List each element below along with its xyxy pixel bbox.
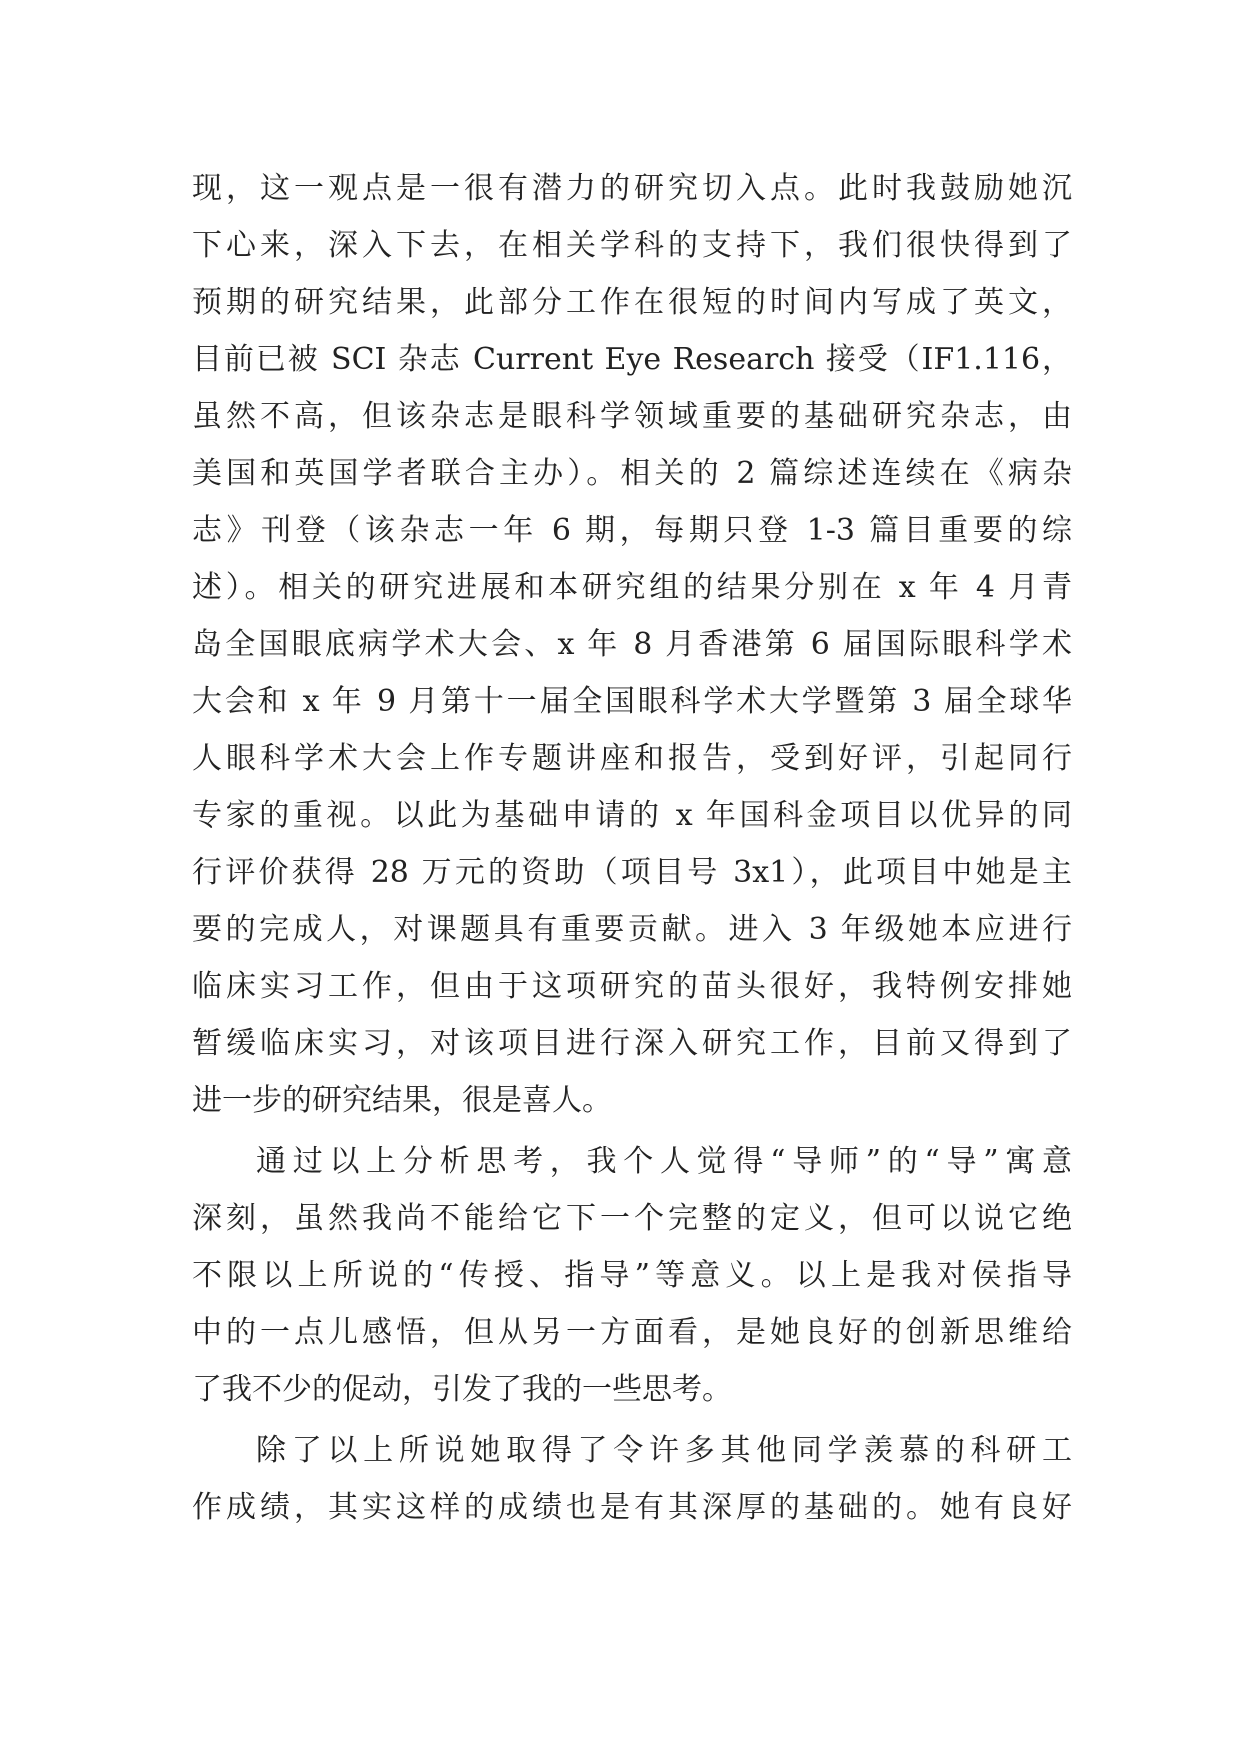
text-line: 不限以上所说的“传授、指导”等意义。以上是我对侯指导 (192, 1258, 1072, 1293)
text-line: 进一步的研究结果，很是喜人。 (192, 1083, 612, 1118)
text-line: 下心来，深入下去，在相关学科的支持下，我们很快得到了 (192, 228, 1072, 263)
text-line: 岛全国眼底病学术大会、x 年 8 月香港第 6 届国际眼科学术 (192, 627, 1072, 662)
text-line: 了我不少的促动，引发了我的一些思考。 (192, 1372, 732, 1407)
text-line: 临床实习工作，但由于这项研究的苗头很好，我特例安排她 (192, 969, 1072, 1004)
paragraph (192, 1133, 1072, 1418)
text-line: 专家的重视。以此为基础申请的 x 年国科金项目以优异的同 (192, 798, 1072, 833)
text-line: 虽然不高，但该杂志是眼科学领域重要的基础研究杂志，由 (192, 399, 1072, 434)
text-line: 中的一点儿感悟，但从另一方面看，是她良好的创新思维给 (192, 1315, 1072, 1350)
body-text (192, 160, 1072, 1536)
text-line: 述）。相关的研究进展和本研究组的结果分别在 x 年 4 月青 (192, 570, 1072, 605)
paragraph (192, 160, 1072, 1129)
text-line: 志》刊登（该杂志一年 6 期，每期只登 1-3 篇目重要的综 (192, 513, 1072, 548)
text-line: 目前已被 SCI 杂志 Current Eye Research 接受（IF1.116， (192, 342, 1072, 377)
text-line: 通过以上分析思考，我个人觉得“导师”的“导”寓意 (256, 1144, 1072, 1179)
text-line: 要的完成人，对课题具有重要贡献。进入 3 年级她本应进行 (192, 912, 1072, 947)
text-line: 现，这一观点是一很有潜力的研究切入点。此时我鼓励她沉 (192, 171, 1072, 206)
text-line: 预期的研究结果，此部分工作在很短的时间内写成了英文， (192, 285, 1072, 320)
text-line: 美国和英国学者联合主办）。相关的 2 篇综述连续在《病杂 (192, 456, 1072, 491)
text-line: 作成绩，其实这样的成绩也是有其深厚的基础的。她有良好 (192, 1490, 1072, 1525)
text-line: 除了以上所说她取得了令许多其他同学羡慕的科研工 (256, 1433, 1072, 1468)
text-line: 行评价获得 28 万元的资助（项目号 3x1），此项目中她是主 (192, 855, 1072, 890)
text-line: 人眼科学术大会上作专题讲座和报告，受到好评，引起同行 (192, 741, 1072, 776)
text-line: 深刻，虽然我尚不能给它下一个完整的定义，但可以说它绝 (192, 1201, 1072, 1236)
paragraph (192, 1422, 1072, 1536)
text-line: 大会和 x 年 9 月第十一届全国眼科学术大学暨第 3 届全球华 (192, 684, 1072, 719)
text-line: 暂缓临床实习，对该项目进行深入研究工作，目前又得到了 (192, 1026, 1072, 1061)
